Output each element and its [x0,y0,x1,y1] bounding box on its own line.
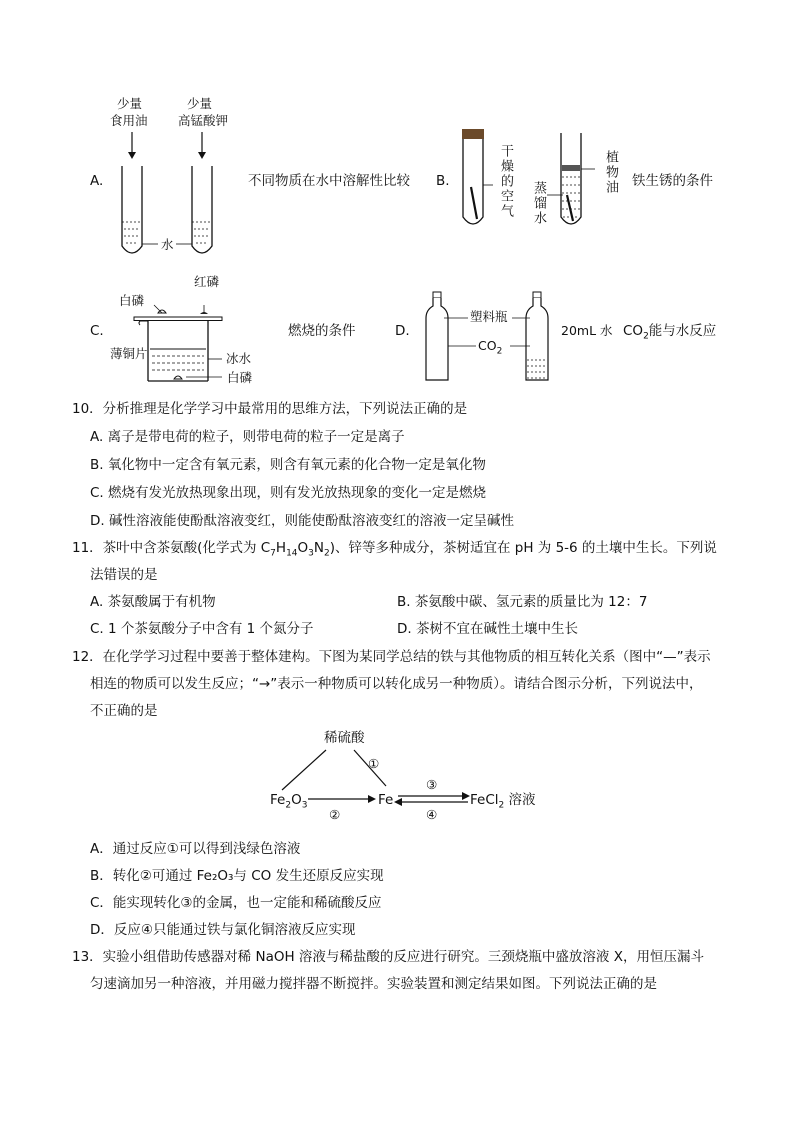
diagram-arrows [262,738,502,828]
node-fe2o3: $Fe_2O_3$ [270,792,308,811]
question-11-option-b[interactable]: B. 茶氨酸中碳、氢元素的质量比为 12：7 [397,594,648,610]
question-10-option-d[interactable]: D. 碱性溶液能使酚酞溶液变红，则能使酚酞溶液变红的溶液一定呈碱性 [90,513,514,529]
question-13-stem-line2: 匀速滴加另一种溶液，并用磁力搅拌器不断搅拌。实验装置和测定结果如图。下列说法正确的是 [90,976,657,992]
label-red-p: 红磷 [194,274,220,289]
option-b-caption: 铁生锈的条件 [632,173,713,189]
label-plastic-bottle: 塑料瓶 [470,309,508,324]
question-10-stem: 10．分析推理是化学学习中最常用的思维方法，下列说法正确的是 [72,401,468,417]
label-kmno4-line2: 高锰酸钾 [178,113,229,128]
label-distilled-water: 蒸馏水 [531,181,546,226]
question-12-stem-line3: 不正确的是 [90,703,158,719]
label-plant-oil: 植物油 [603,150,618,195]
label-water: 水 [161,237,174,252]
question-10-option-c[interactable]: C. 燃烧有发光放热现象出现，则有发光放热现象的变化一定是燃烧 [90,485,487,501]
node-dilute-sulfuric-acid: 稀硫酸 [324,730,365,746]
label-reaction-3: ③ [426,777,438,792]
question-11-stem-line2: 法错误的是 [90,567,158,583]
label-oil-line2: 食用油 [110,113,148,128]
question-12-option-b[interactable]: B．转化②可通过 Fe₂O₃与 CO 发生还原反应实现 [90,868,384,884]
question-12-option-a[interactable]: A．通过反应①可以得到浅绿色溶液 [90,841,301,857]
question-12-stem-line2: 相连的物质可以发生反应；“→”表示一种物质可以转化成另一种物质）。请结合图示分析，下列说法中， [90,676,703,692]
question-11-option-c[interactable]: C. 1 个茶氨酸分子中含有 1 个氮分子 [90,621,314,637]
label-oil-line1: 少量 [117,96,143,111]
question-11-option-d[interactable]: D. 茶树不宜在碱性土壤中生长 [397,621,578,637]
label-kmno4-line1: 少量 [187,96,213,111]
option-a-caption: 不同物质在水中溶解性比较 [248,173,410,189]
question-11-option-a[interactable]: A. 茶氨酸属于有机物 [90,594,216,610]
option-c-caption: 燃烧的条件 [288,323,356,339]
question-12-stem-line1: 12．在化学学习过程中要善于整体建构。下图为某同学总结的铁与其他物质的相互转化关系（图中“—”表示 [72,649,711,665]
question-13-stem-line1: 13．实验小组借助传感器对稀 NaOH 溶液与稀盐酸的反应进行研究。三颈烧瓶中盛放溶液 X，用恒压漏斗 [72,949,704,965]
label-copper-sheet: 薄铜片 [110,346,148,361]
label-white-p-bottom: 白磷 [227,370,253,385]
label-reaction-4: ④ [426,807,438,822]
label-co2: $CO_2$ [478,338,503,357]
option-b-letter: B. [436,173,450,189]
label-dry-air: 干燥的空气 [498,144,513,219]
question-12-option-d[interactable]: D．反应④只能通过铁与氯化铜溶液反应实现 [90,922,356,938]
option-d-letter: D. [395,323,410,339]
question-12-option-c[interactable]: C．能实现转化③的金属，也一定能和稀硫酸反应 [90,895,382,911]
label-white-p-top: 白磷 [119,293,145,308]
option-d-caption: $CO_2$能与水反应 [623,323,717,342]
question-10-option-a[interactable]: A. 离子是带电荷的粒子，则带电荷的粒子一定是离子 [90,429,405,445]
label-ice-water: 冰水 [226,351,252,366]
option-c-letter: C. [90,323,104,339]
label-reaction-2: ② [329,807,341,822]
label-20ml-water: 20mL 水 [561,323,613,338]
node-fecl2-solution: FeCl$_2$ 溶液 [470,792,536,811]
option-a-letter: A. [90,173,104,189]
question-11-stem-line1: 11．茶叶中含茶氨酸(化学式为 $C_7H_{14}O_3N_2$)、锌等多种成分，茶树适宜在 pH 为 5-6 的土壤中生长。下列说 [72,540,717,559]
label-reaction-1: ① [368,756,380,771]
test-tubes-diagram [100,128,240,278]
question-10-option-b[interactable]: B. 氧化物中一定含有氧元素，则含有氧元素的化合物一定是氧化物 [90,457,486,473]
node-fe: Fe [378,792,394,808]
